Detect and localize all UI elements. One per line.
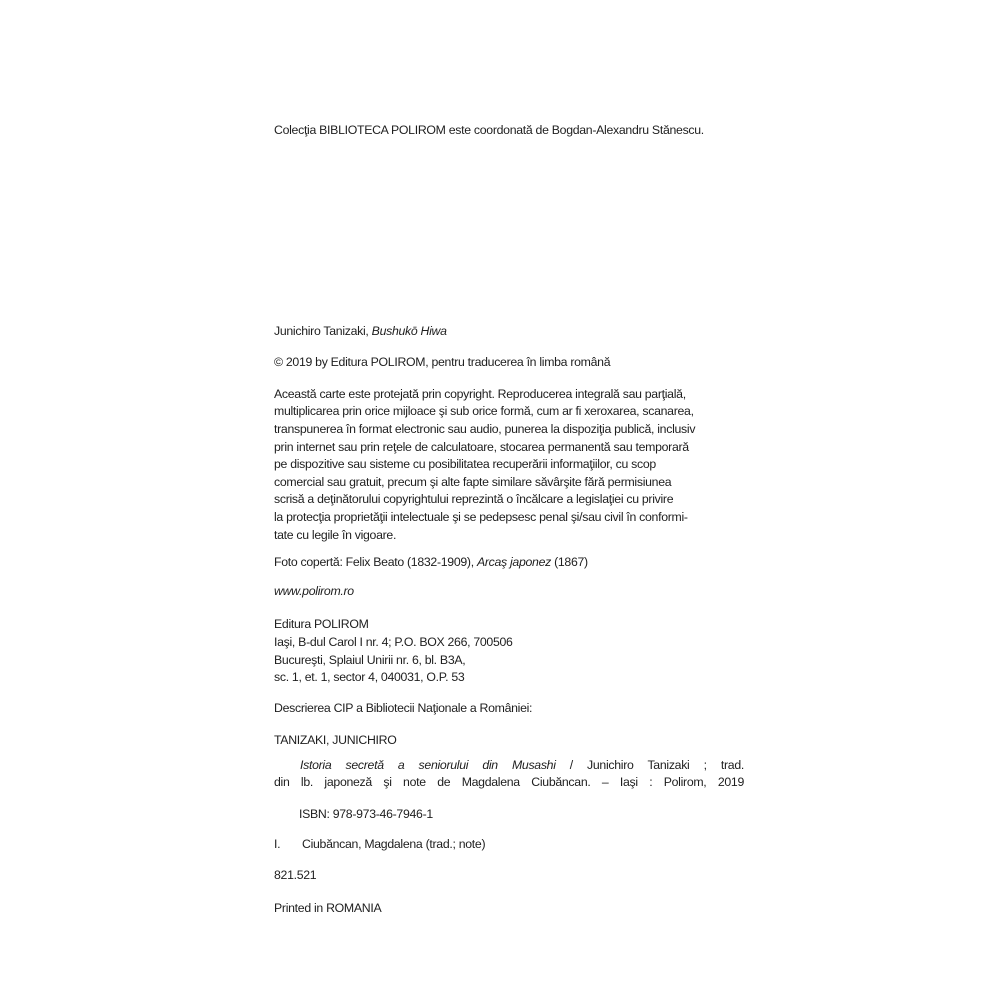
rights-paragraph-line: comercial sau gratuit, precum şi alte fapte similare săvârşite fără permisiunea [274,474,672,489]
rights-paragraph-line: scrisă a deţinătorului copyrightului reprezintă o încălcare a legislaţiei cu privire [274,492,674,507]
cip-entry-line1 [274,757,744,775]
rights-paragraph-line: multiplicarea prin orice mijloace şi sub orice formă, cum ar fi xeroxarea, scanarea, [274,404,694,419]
publisher-address-block [274,616,744,686]
cip-contributor [274,836,744,854]
cover-photo-credit [274,554,744,572]
publisher-website: www.polirom.ro [274,583,354,598]
collection-note: Colecţia BIBLIOTECA POLIROM este coordonată de Bogdan-Alexandru Stănescu. [274,123,704,137]
cip-author-caps: TANIZAKI, JUNICHIRO [274,733,397,748]
cip-index-label: I. [274,836,281,851]
rights-paragraph-line: prin internet sau prin reţele de calculatoare, stocarea permanentă sau temporară [274,439,689,454]
publisher-address-line: Bucureşti, Splaiul Unirii nr. 6, bl. B3A, [274,652,466,667]
cip-contributor-name: Ciubăncan, Magdalena (trad.; note) [302,836,486,851]
copyright-notice: © 2019 by Editura POLIROM, pentru traducerea în limba română [274,355,611,370]
cip-entry-line1-rest: / Junichiro Tanizaki ; trad. [555,757,744,772]
rights-paragraph-line: tate cu legile în vigoare. [274,527,397,542]
udc-classification-number: 821.521 [274,868,317,883]
rights-paragraph-line: transpunerea în format electronic sau audio, punerea la dispoziţia publică, inclusiv [274,421,696,436]
publisher-address-line: sc. 1, et. 1, sector 4, 040031, O.P. 53 [274,670,465,685]
cip-entry-line2: din lb. japoneză şi note de Magdalena Ciubăncan. – Iaşi : Polirom, 2019 [274,775,744,790]
title-attribution [274,323,744,341]
cip-heading: Descrierea CIP a Bibliotecii Naţionale a României: [274,700,533,715]
rights-paragraph-line: pe dispozitive sau sisteme cu posibilitatea recuperării informaţiilor, cu scop [274,457,656,472]
original-title: Bushukō Hiwa [371,323,447,338]
rights-paragraph-line: la protecţia proprietăţii intelectuale şi se pedepsesc penal şi/sau civil în conformi- [274,509,688,524]
rights-paragraph-line: Această carte este protejată prin copyright. Reproducerea integrală sau parţială, [274,386,686,401]
copyright-page-content [274,122,744,917]
cover-photo-prefix: Foto copertă: Felix Beato (1832-1909), [274,555,477,570]
publisher-address-line: Iaşi, B-dul Carol I nr. 4; P.O. BOX 266, 700506 [274,634,513,649]
publisher-address-line: Editura POLIROM [274,617,369,632]
printed-in-note: Printed in ROMANIA [274,900,382,915]
cip-entry [274,757,744,792]
cover-photo-title: Arcaş japonez [476,555,551,570]
cip-book-title: Istoria secretă a seniorului din Musashi [300,757,556,772]
rights-paragraph [274,386,744,544]
cover-photo-year: (1867) [550,555,588,570]
isbn-number: ISBN: 978-973-46-7946-1 [299,807,433,822]
author-name: Junichiro Tanizaki, [274,323,372,338]
